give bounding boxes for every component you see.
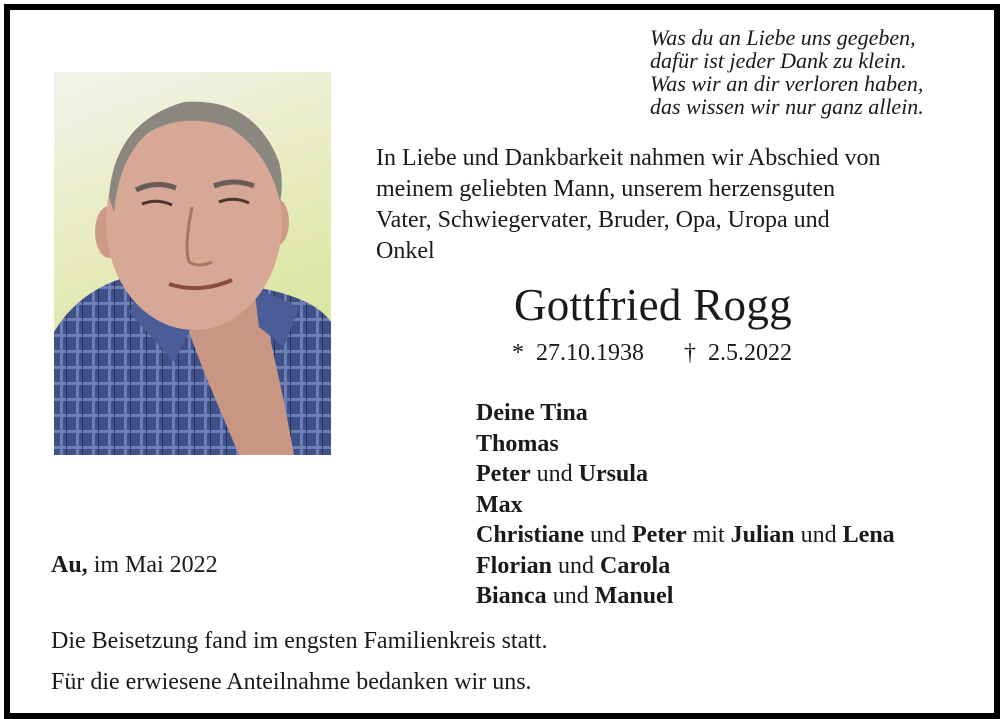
family-member: Thomas (476, 430, 559, 457)
death-date-group (684, 338, 792, 368)
family-line (476, 490, 895, 521)
family-line (476, 581, 895, 612)
family-member: Ursula (578, 461, 648, 487)
conjunction: und (800, 522, 837, 548)
family-member: Carola (600, 552, 671, 579)
conjunction: und (552, 583, 589, 609)
place-date: im Mai 2022 (93, 552, 218, 578)
birth-star-icon: * (512, 340, 524, 366)
place-and-date (51, 550, 218, 580)
family-member: Bianca (476, 583, 547, 609)
birth-date: 27.10.1938 (536, 340, 644, 366)
intro-text (376, 143, 976, 267)
family-member: Deine Tina (476, 400, 588, 426)
family-signatures (476, 398, 895, 612)
death-date: 2.5.2022 (708, 340, 792, 366)
memorial-poem (650, 26, 990, 118)
family-member: Max (476, 491, 523, 518)
family-member: Florian (476, 552, 552, 579)
birth-date-group (512, 338, 644, 368)
poem-line: Was du an Liebe uns gegeben, (650, 25, 916, 50)
family-member: Julian (730, 522, 795, 548)
family-member: Christiane (476, 522, 584, 548)
family-member: Peter (476, 461, 531, 487)
family-line (476, 551, 895, 582)
deceased-name: Gottfried Rogg (514, 280, 792, 330)
obituary-card (4, 4, 1000, 719)
burial-note: Die Beisetzung fand im engsten Familienkreis statt. (51, 628, 548, 654)
thanks-note: Für die erwiesene Anteilnahme bedanken wir uns. (51, 669, 532, 695)
portrait-illustration (54, 72, 331, 455)
intro-line: In Liebe und Dankbarkeit nahmen wir Abschied von (376, 145, 881, 171)
conjunction: und (590, 522, 626, 548)
intro-line: Onkel (376, 238, 435, 264)
poem-line: Was wir an dir verloren haben, (650, 71, 924, 96)
family-member: Peter (632, 522, 687, 548)
poem-line: dafür ist jeder Dank zu klein. (650, 48, 907, 73)
family-line (476, 429, 895, 460)
place-town: Au, (51, 552, 88, 578)
family-member: Lena (842, 522, 895, 548)
poem-line: das wissen wir nur ganz allein. (650, 94, 924, 119)
family-member: Manuel (594, 583, 674, 609)
family-line (476, 398, 895, 429)
intro-line: meinem geliebten Mann, unserem herzensguten (376, 176, 836, 202)
conjunction: mit (692, 522, 725, 548)
portrait-photo (54, 72, 331, 455)
intro-line: Vater, Schwiegervater, Bruder, Opa, Uropa und (376, 207, 830, 233)
conjunction: und (536, 461, 573, 487)
family-line (476, 520, 895, 551)
death-cross-icon: † (684, 340, 696, 366)
family-line (476, 459, 895, 490)
conjunction: und (558, 552, 594, 579)
life-dates (512, 338, 792, 368)
